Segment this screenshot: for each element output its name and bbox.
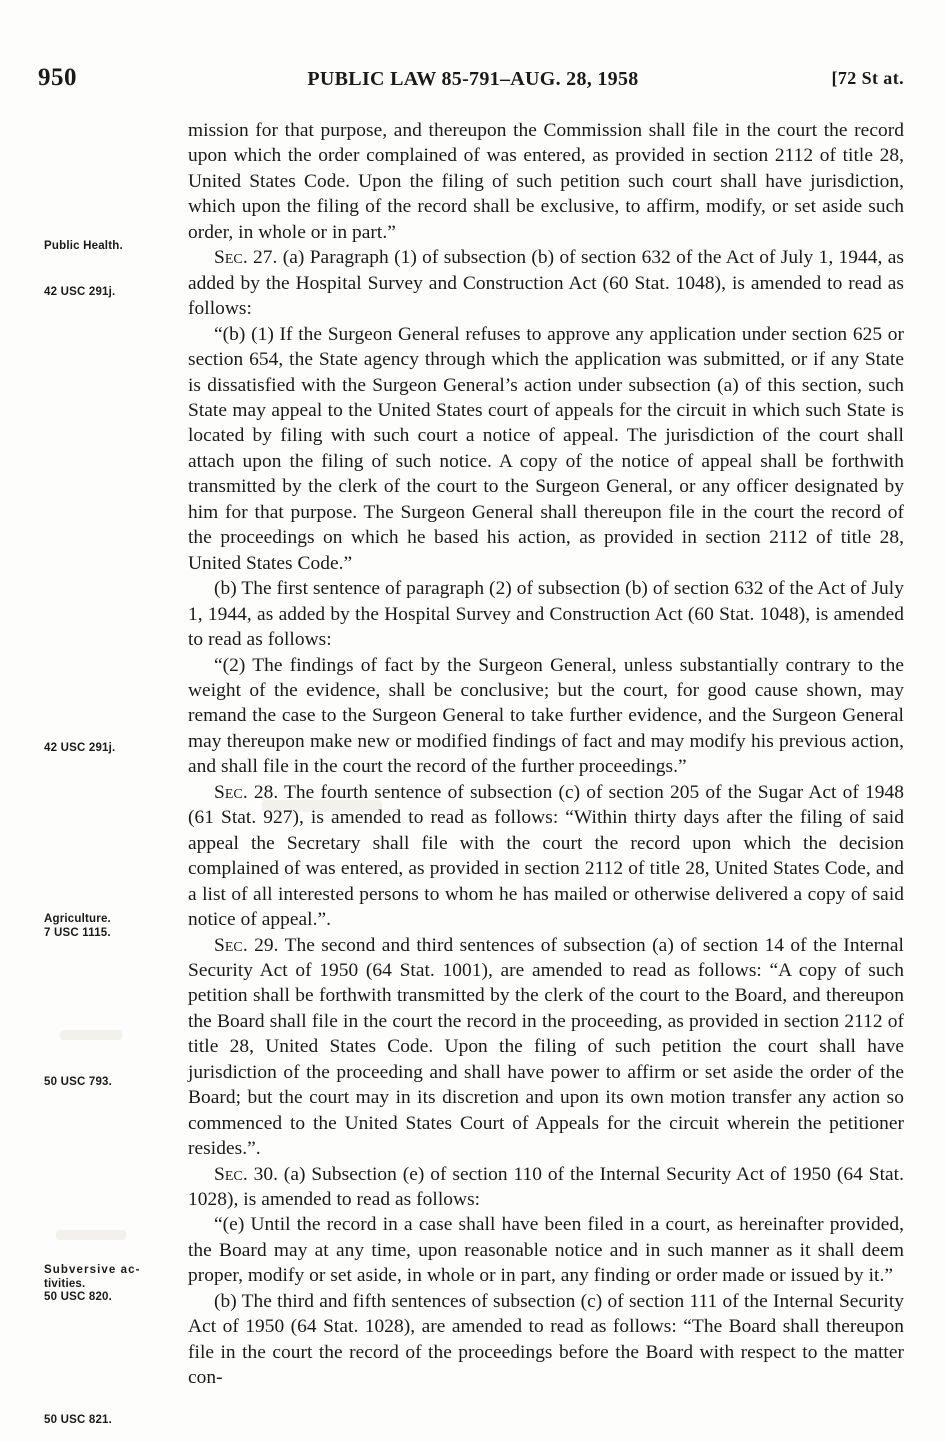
paragraph-sec-30a: Sec. 30. (a) Subsection (e) of section 110 of the Internal Security Act of 1950 (64 Stat. 1028), is amended to read as follows: bbox=[188, 1163, 904, 1211]
sidenote-line: 50 USC 793. bbox=[44, 1076, 113, 1088]
sidenote-line: 7 USC 1115. bbox=[44, 926, 111, 939]
sidenote-50-usc-793 bbox=[44, 1076, 184, 1090]
sidenote-line: tivities. bbox=[44, 1277, 86, 1290]
paragraph-sec-27a: Sec. 27. (a) Paragraph (1) of subsection (b) of section 632 of the Act of July 1, 1944, as added by the Hospital Survey and Construction Act (60 Stat. 1048), is amended to read as follows: bbox=[188, 247, 904, 320]
scan-artifact bbox=[60, 1030, 122, 1040]
sidenote-50-usc-821 bbox=[44, 1414, 184, 1428]
running-head-title: PUBLIC LAW 85-791–AUG. 28, 1958 bbox=[307, 68, 639, 90]
main-text-column bbox=[188, 118, 904, 1391]
sidenote-line: 50 USC 821. bbox=[44, 1414, 113, 1426]
page-number: 950 bbox=[38, 64, 77, 91]
paragraph-quote-b1: “(b) (1) If the Surgeon General refuses to approve any application under section 625 or section 654, the State agency through which the application was submitted, or if any State is dissatisfied with the Surgeon General’s action under subsection (a) of this section, such State may appeal to the United States court of appeals for the circuit in which such State is located by filing with such court a notice of appeal. The jurisdiction of the court shall attach upon the filing of such notice. A copy of the notice of appeal shall be forthwith transmitted by the clerk of the court to the Surgeon General, or any officer designated by him for that purpose. The Surgeon General shall thereupon file in the court the record of the proceedings on which he based his action, as provided in section 2112 of title 28, United States Code.” bbox=[188, 323, 904, 574]
sidenote-42-usc-291j-a bbox=[44, 286, 184, 300]
paragraph-quote-2: “(2) The findings of fact by the Surgeon General, unless substantially contrary to the weight of the evidence, shall be conclusive; but the court, for good cause shown, may remand the case to the Surgeon General to take further evidence, and the Surgeon General may thereupon make new or modified findings of fact and may modify his previous action, and shall file in the court the record of the further proceedings.” bbox=[188, 654, 904, 778]
sidenote-line: Subversive ac- bbox=[44, 1264, 141, 1276]
scan-artifact bbox=[56, 1230, 126, 1240]
paragraph-sec-28: Sec. 28. The fourth sentence of subsection (c) of section 205 of the Sugar Act of 1948 (61 Stat. 927), is amended to read as follows: “Within thirty days after the filing of said appeal the Secretary shall file with the court the record upon which the decision complained of was entered, as provided in section 2112 of title 28, United States Code, and a list of all interested persons to whom he has mailed or otherwise delivered a copy of said notice of appeal.”. bbox=[188, 781, 904, 931]
paragraph-sec-30b: (b) The third and fifth sentences of subsection (c) of section 111 of the Internal Security Act of 1950 (64 Stat. 1028), are amended to read as follows: “The Board shall thereupon file in the court the record of the proceedings before the Board with respect to the matter con- bbox=[188, 1290, 904, 1389]
paragraph: mission for that purpose, and thereupon the Commission shall file in the court the record upon which the order complained of was entered, as provided in section 2112 of title 28, United States Code. Upon the filing of such petition such court shall have jurisdiction, which upon the filing of the record shall be exclusive, to affirm, modify, or set aside such order, in whole or in part.” bbox=[188, 120, 904, 243]
sidenote-line: Agriculture. bbox=[44, 913, 111, 925]
sidenote-line: 50 USC 820. bbox=[44, 1291, 113, 1303]
sidenote-agriculture bbox=[44, 913, 184, 940]
paragraph-sec-29: Sec. 29. The second and third sentences of subsection (a) of section 14 of the Internal Security Act of 1950 (64 Stat. 1001), are amended to read as follows: “A copy of such petition shall be forthwith transmitted by the clerk of the court to the Board, and thereupon the Board shall file in the court the record in the proceeding, as provided in section 2112 of title 28, United States Code. Upon the filing of such petition the court shall have jurisdiction of the proceeding and shall have power to affirm or set aside the order of the Board; but the court may in its discretion and upon its own motion transfer any action so commenced to the United States Court of Appeals for the circuit wherein the petitioner resides.”. bbox=[188, 934, 904, 1160]
sidenote-public-health bbox=[44, 240, 184, 254]
paragraph-sec-27b: (b) The first sentence of paragraph (2) of subsection (b) of section 632 of the Act of July 1, 1944, as added by the Hospital Survey and Construction Act (60 Stat. 1048), is amended to read as follows: bbox=[188, 578, 904, 651]
page-header bbox=[0, 64, 946, 94]
sidenote-line: 42 USC 291j. bbox=[44, 286, 116, 298]
paragraph-quote-e: “(e) Until the record in a case shall have been filed in a court, as hereinafter provided, the Board may at any time, upon reasonable notice and in such manner as it shall deem proper, modify or set aside, in whole or in part, any finding or order made or issued by it.” bbox=[188, 1214, 904, 1287]
sidenote-line: Public Health. bbox=[44, 240, 123, 252]
sidenote-line: 42 USC 291j. bbox=[44, 742, 116, 754]
sidenote-subversive-activities bbox=[44, 1264, 184, 1305]
running-head-statute: [72 St at. bbox=[831, 68, 904, 88]
sidenote-42-usc-291j-b bbox=[44, 742, 184, 756]
